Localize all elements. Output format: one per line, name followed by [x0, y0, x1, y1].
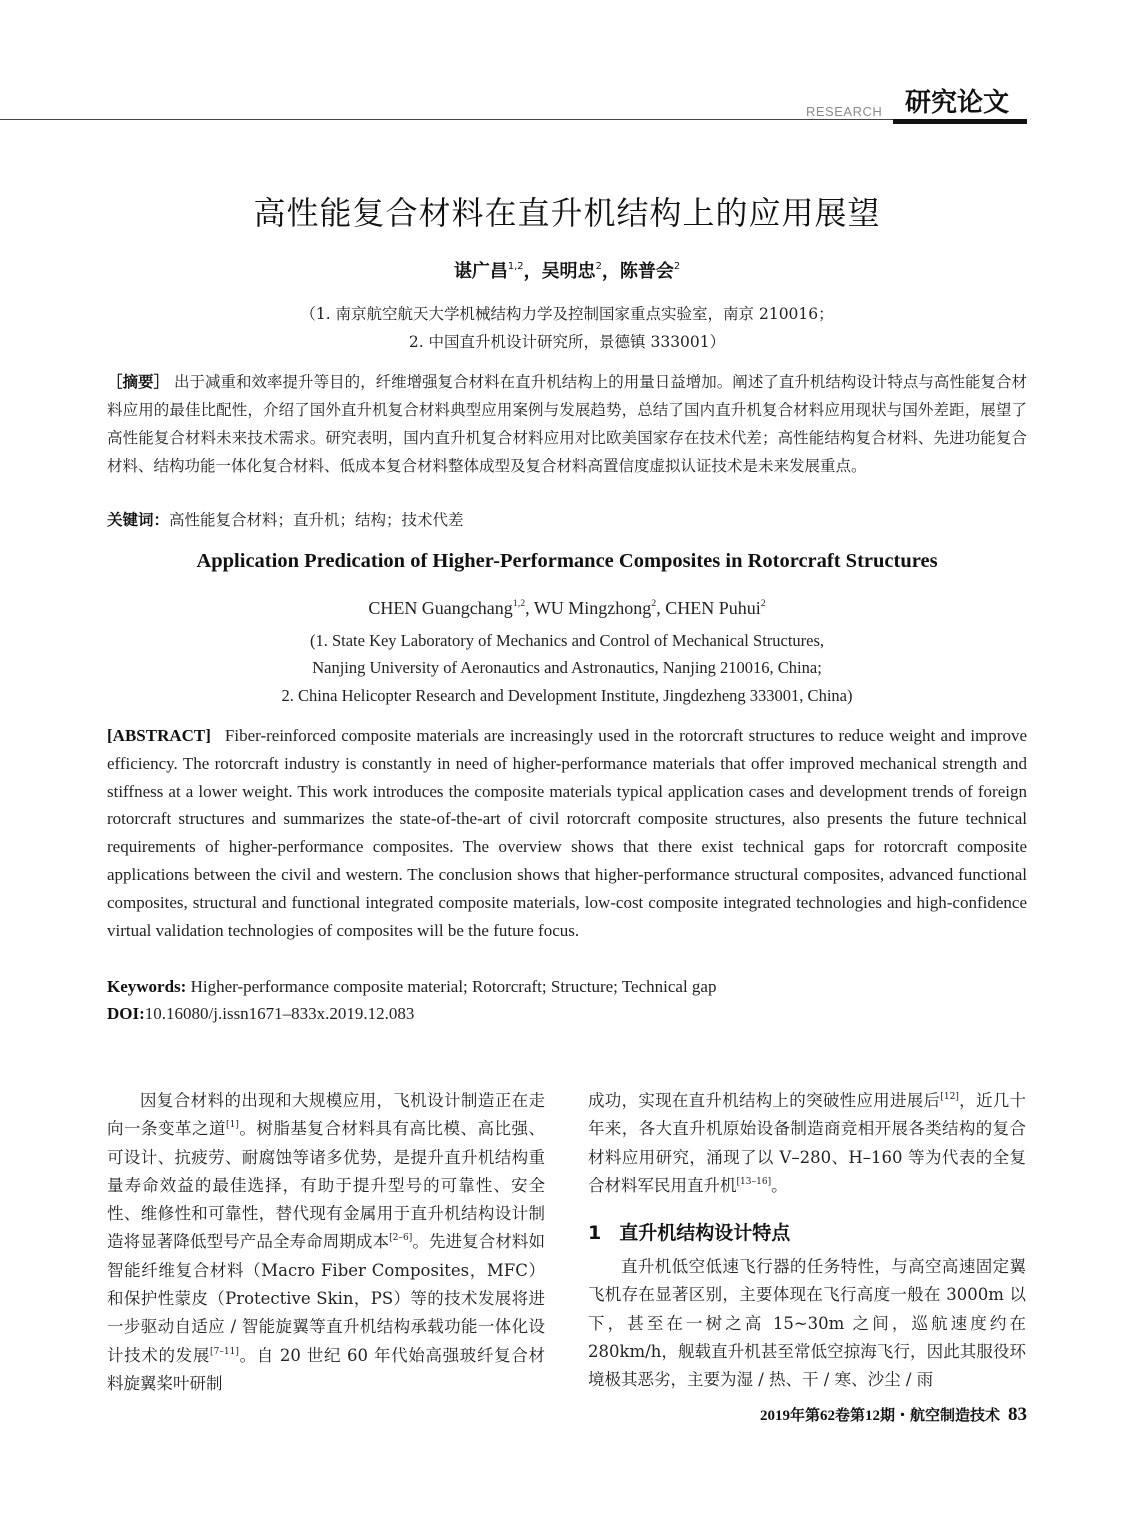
- author-affiliation-mark: 2: [673, 261, 681, 273]
- author-cn: 谌广昌: [453, 261, 508, 282]
- section-1-text: 直升机低空低速飞行器的任务特性，与高空高速固定翼飞机存在显著区别，主要体现在飞行高度一般在 3000m 以下，甚至在一树之高 15~30m 之间，巡航速度约在 280km/h，舰载直升机甚至常低空掠海飞行，因此其服役环境极其恶劣，主要为湿 / 热、干 / 寒、沙尘 / 雨: [588, 1257, 1026, 1390]
- authors-cn: 谌广昌$^{1,2}$，吴明忠$^2$，陈普会$^2$: [453, 261, 681, 282]
- author-affiliation-mark: 1,2: [507, 261, 524, 273]
- authors-en: CHEN Guangchang$^{1,2}$, WU Mingzhong$^2$, CHEN Puhui$^2$: [368, 598, 766, 618]
- citation[interactable]: [13–16]: [736, 1176, 772, 1187]
- header-rule: [0, 119, 1026, 120]
- author-cn: 吴明忠: [541, 261, 596, 282]
- citation[interactable]: [2–6]: [389, 1233, 413, 1244]
- keywords-cn-label: 关键词：: [107, 511, 170, 529]
- author-en: CHEN Guangchang: [368, 598, 513, 618]
- doi-label: DOI:: [107, 1004, 145, 1023]
- doi-link[interactable]: 10.16080/j.issn1671–833x.2019.12.083: [144, 1004, 415, 1023]
- keywords-cn-text: 高性能复合材料；直升机；结构；技术代差: [169, 511, 464, 529]
- citation[interactable]: [7–11]: [210, 1346, 239, 1357]
- abstract-cn: [107, 368, 1027, 480]
- affiliation-en-line-3: 2. China Helicopter Research and Development Institute, Jingdezheng 333001, China): [281, 686, 853, 705]
- section-number: 1: [588, 1222, 602, 1244]
- affiliation-en-line-1: (1. State Key Laboratory of Mechanics and Control of Mechanical Structures,: [309, 631, 825, 650]
- keywords-en-label: Keywords:: [107, 977, 187, 996]
- author-affiliation-mark: 2: [651, 598, 657, 610]
- author-en: WU Mingzhong: [533, 598, 652, 618]
- page-footer: [700, 1404, 1027, 1426]
- abstract-en-label: [ABSTRACT]: [107, 726, 211, 745]
- author-affiliation-mark: 1,2: [512, 598, 526, 610]
- author-affiliation-mark: 2: [760, 598, 766, 610]
- keywords-en-text: Higher-performance composite material; Rotorcraft; Structure; Technical gap: [190, 977, 717, 996]
- title-en: Application Predication of Higher-Performance Composites in Rotorcraft Structures: [196, 550, 938, 572]
- keywords-cn: [107, 508, 1027, 532]
- affiliation-en-line-2: Nanjing University of Aeronautics and Astronautics, Nanjing 210016, China;: [312, 658, 822, 677]
- abstract-cn-label: ［摘要］: [107, 373, 170, 391]
- page-number: 83: [1008, 1404, 1027, 1425]
- citation[interactable]: [12]: [940, 1091, 959, 1102]
- title-cn: 高性能复合材料在直升机结构上的应用展望: [253, 194, 881, 232]
- section-heading: [588, 1218, 790, 1245]
- author-cn: 陈普会: [619, 261, 674, 282]
- author-en: CHEN Puhui: [665, 598, 761, 618]
- doi: [107, 1000, 1027, 1027]
- abstract-en: [107, 722, 1027, 944]
- keywords-en: [107, 973, 1027, 1000]
- header-accent-bar: [893, 119, 1027, 124]
- abstract-en-text: Fiber-reinforced composite materials are increasingly used in the rotorcraft structures to reduce weight and improve efficiency. The rotorcraft industry is constantly in need of higher-performance materials that offer improved mechanical strength and stiffness at a lower weight. This work introduces the composite materials typical application cases and development trends of foreign rotorcraft structures and summarizes the state-of-the-art of civil rotorcraft composite structures, also presents the future technical requirements of higher-performance composites. The overview shows that there exist technical gaps for rotorcraft composite applications between the civil and western. The conclusion shows that higher-performance structural composites, advanced functional composites, structural and functional integrated composite materials, low-cost composite integrated technologies and high-confidence virtual validation technologies of composites will be the future focus.: [107, 726, 1027, 940]
- journal-issue: 2019年第62卷第12期・航空制造技术: [759, 1408, 1000, 1424]
- citation[interactable]: [1]: [226, 1120, 239, 1131]
- section-label-en: RESEARCH: [806, 104, 883, 119]
- affiliation-cn-line-2: 2. 中国直升机设计研究所，景德镇 333001）: [408, 333, 726, 351]
- section-label-cn: 研究论文: [905, 88, 1010, 118]
- section-title: 直升机结构设计特点: [619, 1222, 791, 1244]
- abstract-cn-text: 出于减重和效率提升等目的，纤维增强复合材料在直升机结构上的用量日益增加。阐述了直升机结构设计特点与高性能复合材料应用的最佳比配性，介绍了国外直升机复合材料典型应用案例与发展趋势，总结了国内直升机复合材料应用现状与国外差距，展望了高性能复合材料未来技术需求。研究表明，国内直升机复合材料应用对比欧美国家存在技术代差；高性能结构复合材料、先进功能复合材料、结构功能一体化复合材料、低成本复合材料整体成型及复合材料高置信度虚拟认证技术是未来发展重点。: [107, 373, 1027, 475]
- body-right-column: 成功，实现在直升机结构上的突破性应用进展后[12]，近几十年来，各大直升机原始设备制造商竞相开展各类结构的复合材料应用研究，涌现了以 V–280、H–160 等为代表的全复合材料军民用直升机[13–16]。: [588, 1091, 1027, 1195]
- affiliation-cn-line-1: （1. 南京航空航天大学机械结构力学及控制国家重点实验室，南京 210016；: [300, 305, 834, 323]
- author-affiliation-mark: 2: [595, 261, 602, 273]
- body-left-column: 因复合材料的出现和大规模应用，飞机设计制造正在走向一条变革之道[1]。树脂基复合材料具有高比模、高比强、可设计、抗疲劳、耐腐蚀等诸多优势，是提升直升机结构重量寿命效益的最佳选择，有助于提升型号的可靠性、安全性、维修性和可靠性，替代现有金属用于直升机结构设计制造将显著降低型号产品全寿命周期成本[2–6]。先进复合材料如智能纤维复合材料（Macro Fiber Composites，MFC）和保护性蒙皮（Protective Skin，PS）等的技术发展将进一步驱动自适应 / 智能旋翼等直升机结构承载功能一体化设计技术的发展[7–11]。自 20 世纪 60 年代始高强玻纤复合材料旋翼桨叶研制: [107, 1091, 546, 1393]
